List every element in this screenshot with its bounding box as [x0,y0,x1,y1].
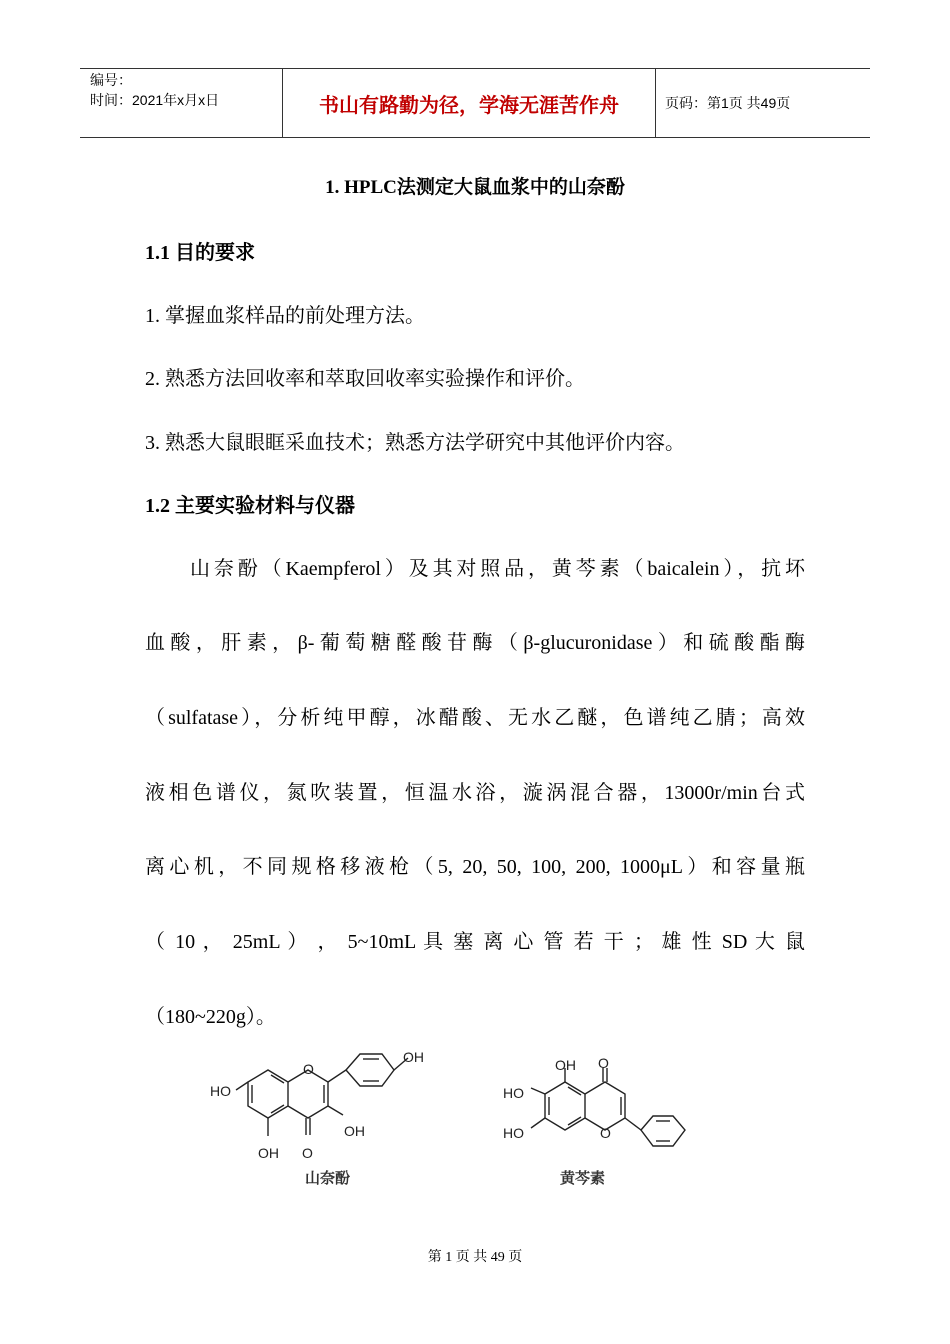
paragraph-line: 离心机，不同规格移液枪（5, 20, 50, 100, 200, 1000μL）和容量瓶 [145,856,805,878]
oh-label: HO [503,1125,524,1141]
kaempferol-name: 山奈酚 [305,1169,351,1187]
carbonyl-oxygen-label: O [598,1058,609,1071]
page-header [80,68,870,138]
paragraph-line: （180~220g）。 [145,1006,276,1028]
paragraph-line: （ 10 ， 25mL ） ， 5~10mL 具 塞 离 心 管 若 干 ； 雄 性 SD 大 鼠 [145,931,805,953]
oh-label: OH [555,1058,576,1073]
oh-label: HO [503,1085,524,1101]
oh-label: OH [403,1049,424,1065]
oh-label: OH [344,1123,365,1139]
ring-oxygen-label: O [303,1061,314,1077]
list-item: 1. 掌握血浆样品的前处理方法。 [145,305,425,327]
kaempferol-structure [200,1040,450,1195]
header-left-cell [80,69,282,137]
list-item: 2. 熟悉方法回收率和萃取回收率实验操作和评价。 [145,368,585,390]
ring-oxygen-label: O [600,1125,611,1141]
baicalein-structure [495,1058,695,1193]
paragraph-line: 山奈酚（Kaempferol）及其对照品，黄芩素（baicalein），抗坏 [190,558,805,580]
list-item: 3. 熟悉大鼠眼眶采血技术；熟悉方法学研究中其他评价内容。 [145,432,685,454]
date-label: 时间：2021年x月x日 [90,92,220,108]
carbonyl-oxygen-label: O [302,1145,313,1161]
number-label: 编号： [90,72,132,88]
page-footer: 第 1 页 共 49 页 [427,1250,523,1265]
section-heading-1-2: 1.2 主要实验材料与仪器 [145,495,355,517]
document-title: 1. HPLC法测定大鼠血浆中的山奈酚 [325,177,625,198]
paragraph-line: 血酸，肝素，β-葡萄糖醛酸苷酶（β-glucuronidase）和硫酸酯酶 [145,632,805,654]
paragraph-line: 液相色谱仪，氮吹装置，恒温水浴，漩涡混合器，13000r/min台式 [145,782,805,804]
section-heading-1-1: 1.1 目的要求 [145,242,255,264]
header-page-info: 页码：第1页 共49页 [665,95,791,111]
baicalein-name: 黄芩素 [560,1169,606,1187]
oh-label: HO [210,1083,231,1099]
oh-label: OH [258,1145,279,1161]
header-motto: 书山有路勤为径，学海无涯苦作舟 [282,69,656,137]
paragraph-line: （sulfatase），分析纯甲醇，冰醋酸、无水乙醚，色谱纯乙腈；高效 [145,707,805,729]
